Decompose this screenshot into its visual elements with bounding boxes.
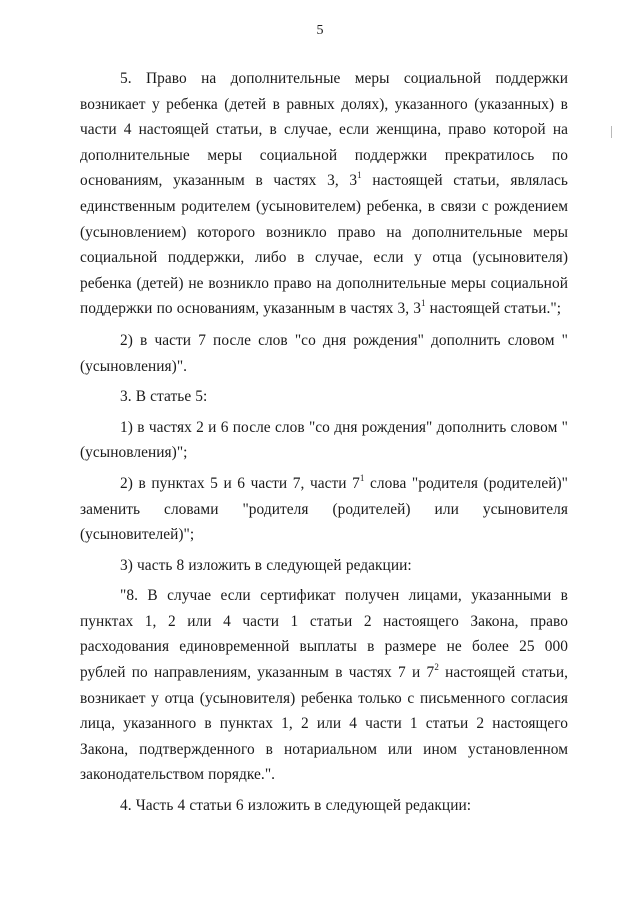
superscript: 1	[357, 170, 362, 181]
superscript: 2	[434, 661, 439, 672]
paragraph-text: 5. Право на дополнительные меры социальной поддержки возникает у ребенка (детей в равных долях), указанного (указанных) в части 4 настоящей статьи, в случае, если женщина, право которой на дополнительные меры социальной поддержки прекратилось по основаниям, указанным в частях 3, 3	[80, 70, 568, 190]
page-number: 5	[316, 23, 324, 38]
scan-artifact	[611, 126, 612, 138]
document-body	[80, 66, 568, 819]
paragraph-part-8-text	[80, 583, 568, 788]
paragraph-text: "8. В случае если сертификат получен лицами, указанными в пунктах 1, 2 или 4 части 1 статьи 2 настоящего Закона, право расходования единовременной выплаты в размере не более 25 000 рублей по направлениям, указанным в частях 7 и 7	[80, 587, 568, 682]
paragraph-subpoint-1: 1) в частях 2 и 6 после слов "со дня рождения" дополнить словом "(усыновления)";	[80, 418, 568, 462]
superscript: 1	[359, 472, 365, 483]
paragraph-text: настоящей статьи.";	[425, 300, 562, 318]
paragraph-point-5	[80, 66, 568, 322]
paragraph-text: настоящей статьи, являлась единственным родителем (усыновителем) ребенка, в связи с рождением (усыновлением) которого возникло право на дополнительные меры социальной поддержки, либо в случае, если у отца (усыновителя) ребенка (детей) не возникло право на дополнительные меры социальной поддержки по основаниям, указанным в частях 3, 3	[80, 172, 568, 318]
paragraph-subpoint-2: 2) в части 7 после слов "со дня рождения" дополнить словом "(усыновления)".	[80, 331, 568, 375]
paragraph-subpoint-3: 3) часть 8 изложить в следующей редакции:	[120, 556, 412, 574]
paragraph-article-5: 3. В статье 5:	[120, 388, 208, 406]
paragraph-text: настоящей статьи, возникает у отца (усыновителя) ребенка только с письменного согласия лица, указанного в пунктах 1, 2 или 4 части 1 статьи 2 настоящего Закона, подтвержденного в нотариальном или ином установленном законодательством порядке.".	[80, 664, 569, 784]
superscript: 1	[421, 298, 426, 309]
paragraph-point-4: 4. Часть 4 статьи 6 изложить в следующей редакции:	[120, 797, 472, 815]
paragraph-text: 2) в пунктах 5 и 6 части 7, части 7	[120, 474, 360, 492]
paragraph-text: слова "родителя (родителей)" заменить словами "родителя (родителей) или усыновителя (усыновителей)";	[80, 474, 568, 544]
paragraph-subpoint-2-items	[80, 471, 568, 548]
